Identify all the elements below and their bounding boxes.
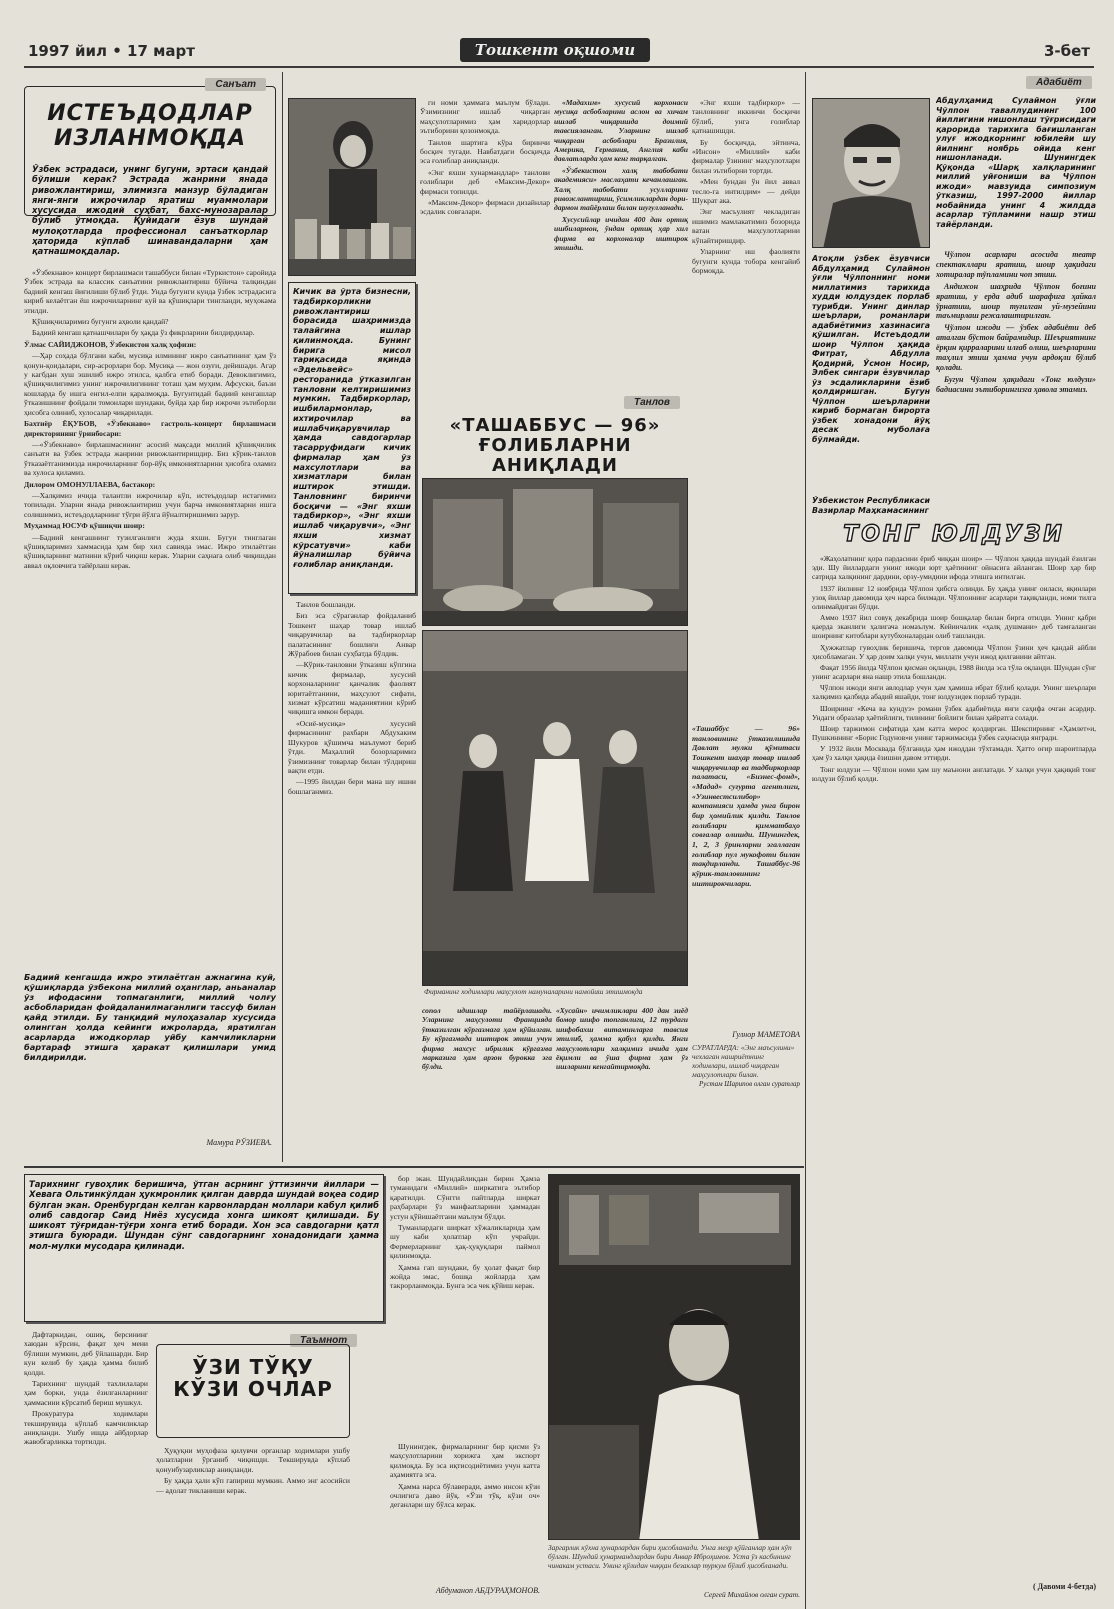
shop-photo — [288, 98, 416, 276]
speaker-name: Ўлмас САЙИДЖОНОВ, Ўзбекистон халқ ҳофизи: — [24, 339, 197, 349]
business-col4 — [692, 98, 800, 718]
literature-paragraph: «Жаҳолатнинг қора пардасини ёриб чиққан шоир» — Чўлпон ҳақида шундай ёзилган эди. Шу йиллардаги унинг ижоди юрт ҳаётининг ойнасига айланган. Шоир ҳар бир сатрида халқининг дардини, орзу-умидини ифода этишга интилган. — [812, 554, 1096, 582]
history-lead-box — [24, 1174, 384, 1322]
art-rubric: Санъат — [205, 78, 266, 91]
literature-rubric: Адабиёт — [1026, 76, 1092, 89]
business-paragraph: Уларнинг иш фаолияти бугунги кунда тобора кенгайиб бормоқда. — [692, 247, 800, 275]
business-paragraph: «Мен бундан ўн йил аввал тесло-га интилдим» — дейди Шукрат ака. — [692, 177, 800, 206]
continued-note: ( Давоми 4-бетда) — [1033, 1582, 1096, 1591]
art-paragraph: Бадиий кенгаш қатнашчилари бу ҳақда ўз фикрларини билдирдилар. — [32, 328, 255, 338]
bottom-paragraph: Бу ҳақда ҳали кўп гапириш мумкин. Аммо энг асосийси — адолат тикланиши керак. — [156, 1476, 350, 1495]
masthead-logo: Тошкент оқшоми — [460, 38, 650, 62]
literature-paragraph: Чўлпон асарлари асосида театр спектакллари яратиш, шоир ҳақидаги хотиралар тўпламини чоп этиш. — [936, 250, 1096, 279]
art-paragraph: Қўшиқчиларимиз бугунги аҳволи қандай? — [32, 317, 169, 327]
bottom-col4 — [390, 1442, 540, 1582]
speaker-text: —Ҳар соҳада бўлгани каби, мусиқа илмининг ижро санъатининг ҳам ўз қонун-қоидалари, сир-асрорлари бор. Мусиқа — жон озуғи, дейишади. Агар у кагбдан хуш эшилиб ижро этилса, қалбга етиб боради. Девоклигимиз, қўшиқчилигимиз унинг ижрочилигининг тоташ ҳам муҳим. Афсуски, баъзи кошларда бу ишга енгил-елпи қаралмоқда. Бугунтидай бадиий кенгашлар ўтказишнинг фойдали томонлари шундаки, буйда ҳар бир ижрочи эътиборли ҳисобга олиниб, хулосалар чиқарилади. — [24, 351, 276, 417]
jeweler-photo-byline: Сергей Михайлов олган сурат. — [703, 1590, 800, 1599]
business-paragraph: Хусусийлар ичидан 400 дан ортиқ ишбилармон, ўндан ортиқ ҳар хил фирма ва корхоналар иштирок этишди. — [554, 214, 688, 253]
business-paragraph: «Максим-Декор» фирмаси дизайнлар эсдалик совғалари. — [420, 198, 550, 217]
column-divider — [805, 72, 806, 1609]
literature-paragraph: Ҳужжатлар гувоҳлик беришича, тергов давомида Чўлпон ўзини ҳеч қандай айбли ҳисобламаган. У ҳар доим халқи учун, миллати учун ижод қилганини айтган. — [812, 642, 1096, 661]
business-paragraph: ги номи ҳаммага маълум бўлади. Ўзимизнинг ишлаб чиқарган маҳсулотларимиз ҳам харидорлар эътиборини қозонмоқда. — [420, 98, 550, 136]
bottom-col-under-title — [156, 1446, 350, 1596]
literature-paragraph: Бугун Чўлпон ҳақидаги «Тонг юлдузи» бадиасини эътиборингизга ҳавола этамиз. — [936, 374, 1096, 394]
business-paragraph: Танлов шартига кўра биринчи босқич тугади. Навбатдаги босқичда эса ғолиблар аниқланди. — [420, 137, 550, 166]
speaker-text: —«Ўзбекнаво» бирлашмасининг асосий мақсади миллий қўшиқчилик санъати ва ўзбек эстрада жанрини ривожлантиришдир. Биз кўрик-танлов ўтказаётганимизда ижрочиларнинг бор-йўқ имкониятларини ҳисобга оламиз ва хулоса қиламиз. — [24, 439, 276, 478]
literature-lead: Абдулҳамид Сулаймон ўғли Чўлпон таваллудининг 100 йиллигини нишонлаш тўғрисидаги қарорида тарихига бағишланган улуғ ижодкорнинг юбилейи шу йилнинг ноябрь ойида кенг нишонланади. Шунингдек Қўқонда «Шарқ халқларининг миллий уйғониши ва Чўлпон ижоди» мавзуида симпозиум ўтказиш, 1997-2000 йиллар мобайнида унинг 4 жилдда асарлар тўпламини нашр этиш тайёрланди. — [936, 96, 1096, 229]
speaker-text: —Халқимиз ичида талантли ижрочилар кўп, истеъдодлар истагимиз топилади. Уларни янада ривожлантириш учун барча имкониятларни ишга солишимиз, истеъдодларнинг тўғри йўлга йўналтиришимиз зарур. — [24, 490, 276, 519]
bottom-paragraph: Ҳамма нарса бўлаверади, аммо инсон кўзи очлигига даво йўқ. «Ўзи тўқ, кўзи оч» деганлари шу бўлса керак. — [390, 1481, 540, 1510]
shop-photo-image — [289, 99, 416, 276]
art-byline: Мамура РЎЗИЕВА. — [206, 1138, 272, 1147]
literature-right-col — [936, 250, 1096, 516]
literature-paragraph: Шоирнинг «Кеча ва кундуз» романи ўзбек адабиётида янги саҳифа очган асардир. Ундаги образлар ҳаётийлиги, тилининг бойлиги билан ҳайратга солади. — [812, 703, 1096, 722]
photo1-caption: Фирманинг ходимлари маҳсулот намуналарини намойиш этишмоқда — [424, 987, 643, 996]
header-rule — [24, 66, 1094, 68]
business-paragraph: «Мадахим» хусусий корхонаси мусиқа асбобларини аслон ва хичам ишлаб чиқаришда доимий тавсияланган. Уларнинг ишлаб чиқарган асбоблари Бразилия, Америка, Германия, Англия каби давлатларда ҳам кенг тарқалган. — [554, 98, 688, 164]
models-photo — [422, 630, 688, 986]
bottom-paragraph: бор экан. Шундайликдан бирин Ҳамза туманидаги «Миллий» ширкатига эътибор қаратилди. Сўнгги пайтларда ширкат раҳбарлари ўз манфаатларини ҳаммадан устун қўйишаётгани маълум бўлди. — [390, 1174, 540, 1221]
tender-photo-byline: Рустам Шарипов олган суратлар — [698, 1080, 800, 1088]
history-lead: Тарихнинг гувоҳлик беришича, ўтган асрнинг ўттизинчи йиллари — Хевага Ольтинкўлдан ҳукмронлик қилган даврда шундай воқеа содир бўлган экан. Оренбургдан келган карвонлардан моллари кабул қилиб олиб савдогар Саид Ниёз хусусида хонга шикоят қилишади. Бу шикоят тўғридан-тўғри хонга етиб боради. Хон эса савдогарни қатл этишга буюради. Шундан сўнг савдогарнинг хонадонидаги ҳамма мол-мулки мусодара қилинади. — [29, 1179, 379, 1251]
business-paragraph: Бу босқичда, эйтинча, «Инсон» «Миллий» каби фирмалар ўзининг маҳсулотлари билан эътиборни тортди. — [692, 137, 800, 175]
speaker-name: Муҳаммад ЮСУФ қўшиқчи шоир: — [24, 521, 145, 531]
literature-paragraph: Аммо 1937 йил совуқ декабрида шоир бошқалар билан бирга отилди. Унинг қабри қаерда эканлиги ҳалигача номаълум. Кейинчалик «ҳалқ душмани» деб тамғаланган шоирнинг китоблари кутубхоналардан олиб ташланди. — [812, 613, 1096, 641]
portrait-caption: Атоқли ўзбек ёзувчиси Абдулҳамид Сулаймон ўғли Чўлпоннинг номи миллатимиз тарихида худди юлдуздек порлаб турибди. Унинг динлар шеърлари, романлари адабиётимиз хазинасига қўшилган. Истеъдодли шоир Чўлпон ҳақида Фитрат, Абдулла Қодирий, Ўсмон Носир, Элбек сингари ёзувчилар ўз эсдаликларини ёзиб қолдиришган. Бугун Чўлпон шеърларини кириб бормаган бирорта ўзбек хонадони йўқ десак муболаға бўлмайди. — [812, 254, 930, 444]
literature-sign: Ўзбекистон Республикаси Вазирлар Маҳкамасининг — [812, 496, 930, 515]
bottom-rubric: Таъмнот — [290, 1334, 357, 1347]
jeweler-caption: Заргарлик кўхна ҳунарлардан бири ҳисобланади. Унга меҳр қўйганлар ҳам кўп бўлган. Шундай ҳунармандлардан бири Анвар Иброҳимов. Уста ўз касбининг чинакам устаси. Унинг қўлидан чиққан безаклар туркум бўлиб ҳисобланади. — [548, 1543, 792, 1570]
speaker-name: Бахтиёр ЁҚУБОВ, «Ўзбекнаво» гастроль-концерт бирлашмаси директорининг ўринбосари: — [24, 419, 276, 438]
tender-summary: «Ташаббус — 96» танловининг ўтказилишида Давлат мулки қўмитаси Тошкент шаҳар товар ишлаб чиқарувчилар ва тадбиркорлар палатаси, «Бизнес-фонд», «Мадад» суғурта агентлиги, «Узинвестсилибор» компанияси ҳамда унга бирон бир ҳомийлик қилди. Танлов ғолиблари қимматбаҳо совғалар олишди. Шунингдек, 1, 2, 3 ўринларни эгаллаган ғолиблар пул мукофоти билан тақдирланди. Ташаббус-96 кўрик-танловининг иштирокчилари. — [692, 724, 800, 888]
literature-paragraph: Чўлпон ижоди — ўзбек адабиёти деб аталган бўстон байрамидир. Шеъриятнинг ёрқин қирраларини илғаб олиш, шеърларини таҳлил этиш ҳамма учун ардоқли бўлиб қолади. — [936, 323, 1096, 372]
business-paragraph: Танлов бошланди. — [296, 600, 356, 609]
bottom-paragraph: Ҳуқуқни муҳофаза қилувчи органлар ходимлари ушбу ҳолатларни ўрганиб чиқишди. Текширувда кўплаб қонунбузарликлар аниқланди. — [156, 1446, 350, 1474]
business-mid-col — [420, 98, 550, 360]
business-lead-box — [288, 282, 416, 594]
column-divider — [282, 72, 283, 1162]
literature-paragraph: Тонг юлдузи — Чўлпон номи ҳам шу маънони англатади. У халқи учун ҳақиқий тонг юлдузи бўлиб қолди. — [812, 764, 1096, 783]
literature-paragraph: У 1932 йили Москвада бўлганида ҳам ижоддан тўхтамади. Ҳатто оғир шароитларда ҳам ўз халқи ҳақида ёзишни давом эттирди. — [812, 744, 1096, 763]
art-article — [24, 72, 276, 1162]
literature-paragraph: Чўлпон ижоди янги авлодлар учун ҳам ҳамиша ибрат бўлиб қолади. Унинг шеърлари халқимиз қалбида абадий яшайди, тонг юлдузидек порлаб туради. — [812, 683, 1096, 702]
speaker-name: Дилором ОМОНУЛЛАЕВА, бастакор: — [24, 479, 156, 489]
bottom-paragraph: Тарихнинг шундай тахлилалари ҳам борки, унда ёзилганларнинг ҳаммасини кўрсатиб бериш мушкул. — [24, 1379, 148, 1407]
bottom-paragraph: Дафтаркидан, ошиқ, берсининг хаюдан кўрсин, фақат ҳеч мени бўлиши мумкин, деб ўйлашарди. Бир кун келиб бу ҳақда ҳамма билиб қолди. — [24, 1330, 148, 1377]
business-body — [288, 600, 416, 1068]
business-paragraph: «Энг яхши хунармандлар» танлови ғолиблари деб «Максим-Декор» фирмаси топилди. — [420, 167, 550, 196]
art-body — [24, 268, 276, 878]
models-photo-image — [423, 631, 688, 986]
business-paragraph: «Осиё-мусиқа» хусусий фирмасининг рахбари Абдухаким Шукуров қўшимча маълумот бериб ўтди. Маҳаллий бозорларимиз ўзимизнинг товарлар билан тўлдириш вақти етди. — [288, 718, 416, 775]
art-lead: Ўзбек эстрадаси, унинг бугуни, эртаси қандай бўлиши керак? Эстрада жанрини янада ривожлантириш, элимизга манзур бўладиган янги-янги ижрочилар яратиш муаммолари хусусида ижодий суҳбат, бахс-мунозаралар бўлиб ўтмоқда. Қуйидаги ёзув шундай мулоқотларда профессионал санъаткорлар ҳаторида кўплаб шинавандаларни ҳам қатнашмоқдалар. — [32, 164, 268, 256]
business-paragraph: Энг масъулият чекладиган ишимиз мамлакатимиз бозорида ватан маҳсулотларини кўпайтиришдир. — [692, 207, 800, 245]
cholpon-portrait-image — [813, 99, 930, 248]
art-closing: Бадиий кенгашда ижро этилаётган ажнагина куй, қўшиқларда ўзбекона миллий оҳанглар, аньаналар ўз ифодасини топмаганлиги, миллий чолғу асбобларидан фойдаланилмаганлиги тассуф билан қайд этилди. Бу танқидий мулоҳазалар хусусида олингган ҳолда кейинги ижроларда, яратилган асарларда ижодкорлар уйбу камчиликларни бартараф этишга ҳаракат қилишлари умид билдирилди. — [24, 972, 276, 1062]
tender-byline: Гулнор МАМЕТОВА — [732, 1030, 800, 1039]
jeweler-photo — [548, 1174, 800, 1540]
art-title: ИСТЕЪДОДЛАР ИЗЛАНМОҚДА — [47, 101, 253, 151]
page-header — [20, 38, 1098, 64]
bottom-paragraph: Прокуратура ходимлари текширувида кўплаб камчиликлар аниқланди. Ушбу ишда айбдорлар жавобгарликка тортилди. — [24, 1409, 148, 1447]
literature-title: ТОНГ ЮЛДУЗИ — [843, 522, 1065, 547]
business-paragraph: —1995 йилдан бери мана шу ишни бошлаганмиз. — [288, 777, 416, 796]
bottom-paragraph: Ҳамма гап шундаки, бу ҳолат фақат бир жойда эмас, бошқа жойларда ҳам такрорланмоқда. Бунга эса чек қўйиш керак. — [390, 1262, 540, 1291]
bottom-col2 — [390, 1174, 540, 1436]
tender-photo-lead-2: «Хусайн» ичимликлари 400 дан зиёд бомор шифо топганлиги, 12 турдаги шифобахш витаминларга тавсия этилиб, ҳамма қабул қилди. Янги маҳсулотлари халқимиз ичида ҳам ёқимли ва ўша фирма ҳам ўз ишларини кенгайтирмоқда. — [556, 1006, 688, 1072]
speaker-text: —Бадиий кенгашнинг тузилганлиги жуда яхши. Бугун тинглаган қўшиқларимиз хаммасида ҳам бир хил савияда эмас. Ижро этилаётган қўшиқларнинг матнини кўриб чиқиш керак. Уларни саҳнага олиб чиқишдан аввал оқловчига тайёрлаш керак. — [24, 532, 276, 570]
business-col3 — [554, 98, 688, 360]
tender-photo-lead: сопол идишлар тайёрлашади. Уларнинг маҳсулоти Францияда ўтказилган кўргазмага ҳам қўйилган. Бу кўргазмада иштирок этиш учун фирма махсус ибрилик кўргазма марказига ҳам арзон бурокка эга бўлди. — [422, 1006, 552, 1072]
page-number: 3-бет — [1043, 42, 1090, 60]
literature-paragraph: 1937 йилнинг 12 ноябрида Чўлпон ҳибсга олинди. Бу ҳақда унинг оиласи, яқинлари узоқ йиллар давомида ҳеч нарса билмади. Чўлпоннинг асарлари тақиқланди, номи тилга олинмайдиган бўлди. — [812, 583, 1096, 611]
business-paragraph: —Кўрик-танловни ўтказиш кўпгина кичик фирмалар, хусусий корхоналарнинг қанчалик фаолият юритаётганини, маҳсулот сифати, хизмат кўрсатиш маданиятини кўриб чиқишга имкон беради. — [288, 660, 416, 717]
literature-paragraph: Андижон шаҳрида Чўлпон боғини яратиш, у ерда адиб шарафига ҳайкал ўрнатиш, шоир туғилган уй-музейини таъмирлаш режалаштирилган. — [936, 281, 1096, 321]
section-divider — [24, 1166, 804, 1168]
bottom-title: ЎЗИ ТЎҚУ КЎЗИ ОЧЛАР — [173, 1355, 333, 1402]
bottom-paragraph: Шунингдек, фирмаларнинг бир қисми ўз маҳсулотларини хорижга ҳам экспорт қилмоқда. Бу эса иқтисодиётимиз учун катта аҳамиятга эга. — [390, 1442, 540, 1480]
business-paragraph: «Энг яхши тадбиркор» — танловнинг иккинчи босқичи бўлиб, унга ғолиблар қатнашишди. — [692, 98, 800, 136]
tender-title: «ТАШАББУС — 96» ҒОЛИБЛАРНИ АНИҚЛАДИ — [449, 415, 661, 477]
business-lead: Кичик ва ўрта бизнесни, тадбиркорликни ривожлантириш борасида шаҳримизда талайгина ишлар қилинмоқда. Бунинг бирига мисол тариқасида яқинда «Эдельвейс» ресторанида ўтказилган танловни келтиришимиз мумкин. Тадбиркорлар, ишбилармонлар, ихтирочилар ва ишлабчиқарувчилар ҳамда савдогарлар тасарруфидаги кичик фирмалар ҳам ўз махсулотлари ва хизматлари билан иштирок этишди. Танловнинг биринчи босқичи — «Энг яхши тадбиркор», «Энг яхши ишлаб чиқарувчи», «Энг яхши хизмат кўрсатувчи» каби йўналишлар бўйича ғолиблар аниқланди. — [293, 287, 411, 569]
bottom-paragraph: Туманлардаги ширкат хўжаликларида ҳам шу каби ҳолатлар кўп учрайди. Фермерларнинг ҳақ-ҳуқуқлари паймол қилинмоқда. — [390, 1223, 540, 1261]
literature-body — [812, 554, 1096, 1578]
bottom-col1 — [24, 1330, 148, 1600]
business-paragraph: Биз эса сўраганлар фойдаланиб Тошкент шаҳар товар ишлаб чиқарувчилар ва тадбиркорлар палатасининг бошлиғи Анвар Жўрабоев билан суҳбатда бўлдик. — [288, 611, 416, 659]
jeweler-photo-image — [549, 1175, 800, 1540]
art-paragraph: «Ўзбекнаво» концерт бирлашмаси ташаббуси билан «Туркистон» саройида Ўзбек эстрада ва классик санъатини ривожлантириш бўйича талқиндан бадиий кенгаш йиғилиши бўлиб ўтди. Унда бугунги кунда ўзбек эстрадасига кириб келаётган ёш ижрочиларнинг куй ва қўшиқлари тингланди, муҳокама этилди. — [24, 268, 276, 315]
literature-paragraph: Фақат 1956 йилда Чўлпон қисман оқланди, 1988 йилда эса тўла оқланди. Шундан сўнг унинг асарлари яна нашр этила бошланди. — [812, 662, 1096, 682]
bottom-byline: Абдуманоп АБДУРАҲМОНОВ. — [435, 1586, 540, 1595]
literature-paragraph: Шоир таржимон сифатида ҳам катта мерос қолдирган. Шекспирнинг «Ҳамлет»и, Пушкиннинг «Борис Годунов»и унинг таржимасида ўзбек саҳнасида янгради. — [812, 723, 1096, 743]
exhibition-photo — [422, 478, 688, 626]
tender-photo-credit: СУРАТЛАРДА: «Энг маъсулини» чехлаган нашриётнинг ходимлари, ишлаб чиқарган маҳсулотлари билан. — [692, 1043, 795, 1079]
exhibition-photo-image — [423, 479, 688, 626]
tender-rubric: Танлов — [624, 396, 680, 409]
cholpon-portrait — [812, 98, 930, 248]
business-paragraph: «Ўзбекистон халқ табобати академияси» маслаҳати кечанлашган. Халқ табобати усулларини ривожлантириш, ўсимликлардан дори-дармон тайёрлаш билан шуғулланади. — [554, 165, 688, 213]
issue-date: 1997 йил • 17 март — [28, 42, 195, 60]
